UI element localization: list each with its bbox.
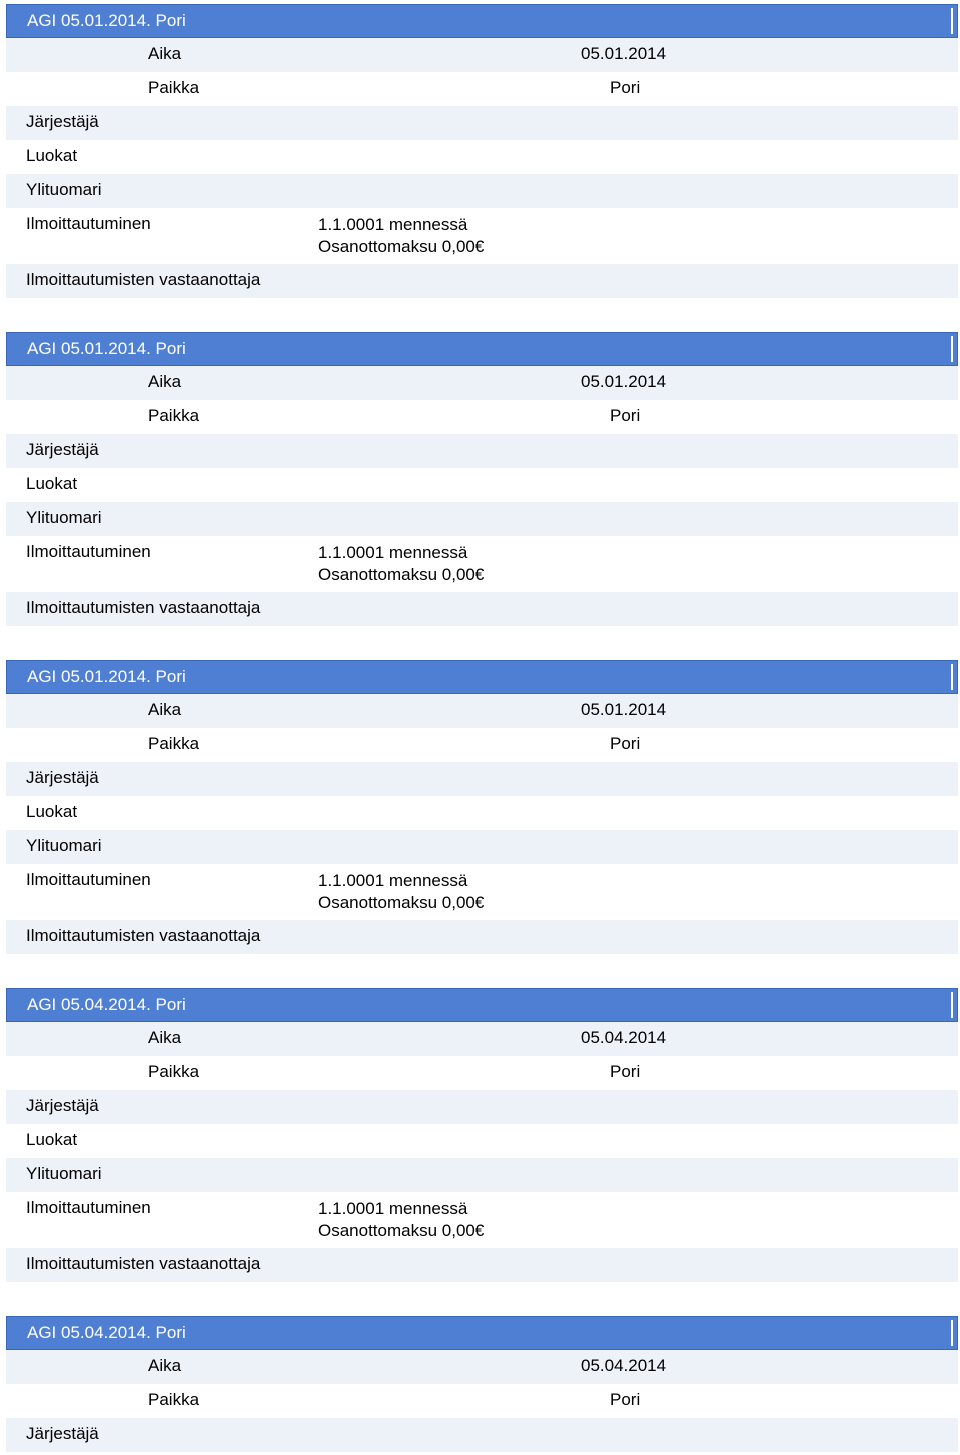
jarjestaja-row [6, 1090, 958, 1124]
osanottomaksu: Osanottomaksu 0,00€ [318, 1221, 485, 1240]
vastaanottaja-label: Ilmoittautumisten vastaanottaja [26, 1254, 261, 1273]
event-title: AGI 05.01.2014. Pori [27, 339, 186, 358]
event-block [6, 1316, 958, 1452]
event-title: AGI 05.04.2014. Pori [27, 1323, 186, 1342]
vastaanottaja-label: Ilmoittautumisten vastaanottaja [26, 926, 261, 945]
aika-label: Aika [148, 44, 182, 63]
event-block [6, 332, 958, 626]
paikka-label: Paikka [148, 78, 200, 97]
paikka-label: Paikka [148, 1390, 200, 1409]
ilmoittautuminen-deadline: 1.1.0001 mennessä [318, 871, 468, 890]
event-block [6, 4, 958, 298]
aika-row [6, 38, 958, 72]
luokat-row [6, 468, 958, 502]
jarjestaja-label: Järjestäjä [26, 1424, 99, 1443]
event-header [6, 332, 958, 366]
luokat-label: Luokat [26, 474, 78, 493]
event-block [6, 660, 958, 954]
aika-value: 05.01.2014 [581, 372, 667, 391]
ylituomari-label: Ylituomari [26, 1164, 102, 1183]
aika-value: 05.04.2014 [581, 1028, 667, 1047]
aika-value: 05.01.2014 [581, 700, 667, 719]
jarjestaja-label: Järjestäjä [26, 440, 99, 459]
aika-row [6, 694, 958, 728]
paikka-value: Pori [610, 734, 641, 753]
ylituomari-row [6, 174, 958, 208]
aika-row [6, 1350, 958, 1384]
aika-row [6, 1022, 958, 1056]
jarjestaja-label: Järjestäjä [26, 1096, 99, 1115]
jarjestaja-row [6, 762, 958, 796]
paikka-row [6, 1056, 958, 1090]
vastaanottaja-row [6, 592, 958, 626]
paikka-value: Pori [610, 1062, 641, 1081]
event-header [6, 4, 958, 38]
jarjestaja-row [6, 106, 958, 140]
paikka-row [6, 1384, 958, 1418]
luokat-row [6, 796, 958, 830]
event-title: AGI 05.04.2014. Pori [27, 995, 186, 1014]
luokat-label: Luokat [26, 1130, 78, 1149]
ylituomari-row [6, 830, 958, 864]
ilmoittautuminen-row [6, 208, 958, 264]
jarjestaja-label: Järjestäjä [26, 112, 99, 131]
ilmoittautuminen-label: Ilmoittautuminen [26, 542, 151, 561]
paikka-label: Paikka [148, 406, 200, 425]
vastaanottaja-row [6, 1248, 958, 1282]
event-block [6, 988, 958, 1282]
paikka-value: Pori [610, 78, 641, 97]
osanottomaksu: Osanottomaksu 0,00€ [318, 237, 485, 256]
event-title: AGI 05.01.2014. Pori [27, 667, 186, 686]
paikka-label: Paikka [148, 734, 200, 753]
aika-label: Aika [148, 700, 182, 719]
luokat-label: Luokat [26, 802, 78, 821]
paikka-value: Pori [610, 1390, 641, 1409]
jarjestaja-label: Järjestäjä [26, 768, 99, 787]
ilmoittautuminen-row [6, 1192, 958, 1248]
event-header [6, 1316, 958, 1350]
ylituomari-row [6, 502, 958, 536]
ilmoittautuminen-deadline: 1.1.0001 mennessä [318, 1199, 468, 1218]
luokat-row [6, 140, 958, 174]
osanottomaksu: Osanottomaksu 0,00€ [318, 565, 485, 584]
event-header [6, 660, 958, 694]
ilmoittautuminen-row [6, 864, 958, 920]
vastaanottaja-label: Ilmoittautumisten vastaanottaja [26, 598, 261, 617]
ylituomari-label: Ylituomari [26, 180, 102, 199]
vastaanottaja-row [6, 920, 958, 954]
luokat-label: Luokat [26, 146, 78, 165]
paikka-value: Pori [610, 406, 641, 425]
ylituomari-label: Ylituomari [26, 836, 102, 855]
vastaanottaja-label: Ilmoittautumisten vastaanottaja [26, 270, 261, 289]
ylituomari-label: Ylituomari [26, 508, 102, 527]
ilmoittautuminen-row [6, 536, 958, 592]
ilmoittautuminen-deadline: 1.1.0001 mennessä [318, 215, 468, 234]
ylituomari-row [6, 1158, 958, 1192]
ilmoittautuminen-deadline: 1.1.0001 mennessä [318, 543, 468, 562]
aika-value: 05.04.2014 [581, 1356, 667, 1375]
vastaanottaja-row [6, 264, 958, 298]
aika-label: Aika [148, 1356, 182, 1375]
aika-row [6, 366, 958, 400]
jarjestaja-row [6, 434, 958, 468]
event-title: AGI 05.01.2014. Pori [27, 11, 186, 30]
osanottomaksu: Osanottomaksu 0,00€ [318, 893, 485, 912]
paikka-row [6, 72, 958, 106]
paikka-label: Paikka [148, 1062, 200, 1081]
jarjestaja-row [6, 1418, 958, 1452]
paikka-row [6, 400, 958, 434]
ilmoittautuminen-label: Ilmoittautuminen [26, 214, 151, 233]
aika-value: 05.01.2014 [581, 44, 667, 63]
ilmoittautuminen-label: Ilmoittautuminen [26, 870, 151, 889]
aika-label: Aika [148, 372, 182, 391]
event-header [6, 988, 958, 1022]
ilmoittautuminen-label: Ilmoittautuminen [26, 1198, 151, 1217]
paikka-row [6, 728, 958, 762]
luokat-row [6, 1124, 958, 1158]
aika-label: Aika [148, 1028, 182, 1047]
